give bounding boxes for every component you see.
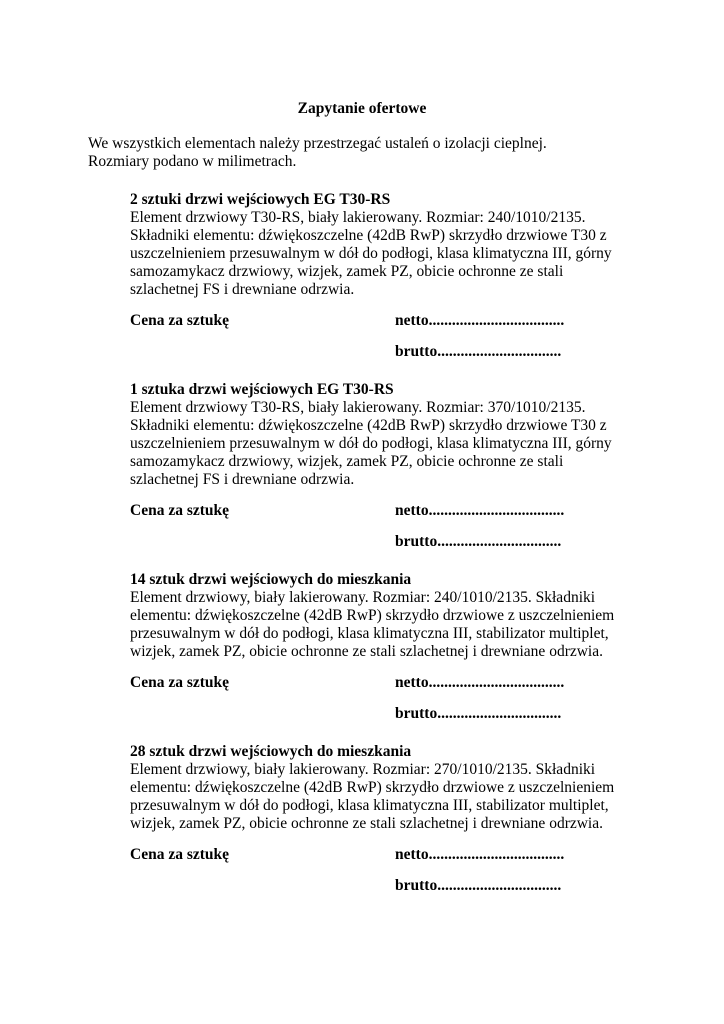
- offer-item-2: [130, 381, 630, 551]
- price-row-netto: [130, 674, 630, 692]
- price-per-unit-label: Cena za sztukę: [130, 312, 230, 329]
- item-heading: 2 sztuki drzwi wejściowych EG T30-RS: [130, 191, 391, 208]
- price-row-brutto: [130, 343, 630, 361]
- item-description: Element drzwiowy T30-RS, biały lakierowany. Rozmiar: 240/1010/2135. Składniki elementu: dźwiękoszczelne (42dB RwP) skrzydło drzwiowe T30 z uszczelnieniem przesuwalnym w dół do podłogi, klasa klimatyczna III, górny samozamykacz drzwiowy, wizjek, zamek PZ, obicie ochronne ze stali szlachetnej FS i drewniane odrzwia.: [130, 209, 612, 298]
- price-row-brutto: [130, 877, 630, 895]
- intro-line-2: Rozmiary podano w milimetrach.: [88, 153, 297, 170]
- item-heading: 14 sztuk drzwi wejściowych do mieszkania: [130, 571, 412, 588]
- offer-item-4: [130, 743, 630, 895]
- intro-line-1: We wszystkich elementach należy przestrzegać ustaleń o izolacji cieplnej.: [88, 135, 547, 152]
- item-description: Element drzwiowy, biały lakierowany. Rozmiar: 270/1010/2135. Składniki elementu: dźwiękoszczelne (42dB RwP) skrzydło drzwiowe z uszczelnieniem przesuwalnym w dół do podłogi, klasa klimatyczna III, stabilizator multiplet, wizjek, zamek PZ, obicie ochronne ze stali szlachetnej i drewniane odrzwia.: [130, 761, 615, 832]
- price-per-unit-label: Cena za sztukę: [130, 674, 230, 691]
- price-per-unit-label: Cena za sztukę: [130, 846, 230, 863]
- offer-items: [130, 191, 630, 895]
- price-row-brutto: [130, 705, 630, 723]
- price-row-netto: [130, 846, 630, 864]
- price-row-netto: [130, 312, 630, 330]
- brutto-dotted-line: brutto................................: [395, 705, 562, 722]
- netto-dotted-line: netto...................................: [395, 846, 565, 863]
- intro-paragraph: [88, 135, 668, 171]
- netto-dotted-line: netto...................................: [395, 674, 565, 691]
- brutto-dotted-line: brutto................................: [395, 343, 562, 360]
- item-heading: 28 sztuk drzwi wejściowych do mieszkania: [130, 743, 412, 760]
- item-heading: 1 sztuka drzwi wejściowych EG T30-RS: [130, 381, 394, 398]
- brutto-dotted-line: brutto................................: [395, 877, 562, 894]
- offer-item-3: [130, 571, 630, 723]
- price-row-netto: [130, 502, 630, 520]
- brutto-dotted-line: brutto................................: [395, 533, 562, 550]
- netto-dotted-line: netto...................................: [395, 502, 565, 519]
- price-per-unit-label: Cena za sztukę: [130, 502, 230, 519]
- item-description: Element drzwiowy, biały lakierowany. Rozmiar: 240/1010/2135. Składniki elementu: dźwiękoszczelne (42dB RwP) skrzydło drzwiowe z uszczelnieniem przesuwalnym w dół do podłogi, klasa klimatyczna III, stabilizator multiplet, wizjek, zamek PZ, obicie ochronne ze stali szlachetnej i drewniane odrzwia.: [130, 589, 615, 660]
- item-description: Element drzwiowy T30-RS, biały lakierowany. Rozmiar: 370/1010/2135. Składniki elementu: dźwiękoszczelne (42dB RwP) skrzydło drzwiowe T30 z uszczelnieniem przesuwalnym w dół do podłogi, klasa klimatyczna III, górny samozamykacz drzwiowy, wizjek, zamek PZ, obicie ochronne ze stali szlachetnej FS i drewniane odrzwia.: [130, 399, 612, 488]
- offer-item-1: [130, 191, 630, 361]
- price-row-brutto: [130, 533, 630, 551]
- netto-dotted-line: netto...................................: [395, 312, 565, 329]
- document-title: Zapytanie ofertowe: [297, 100, 427, 117]
